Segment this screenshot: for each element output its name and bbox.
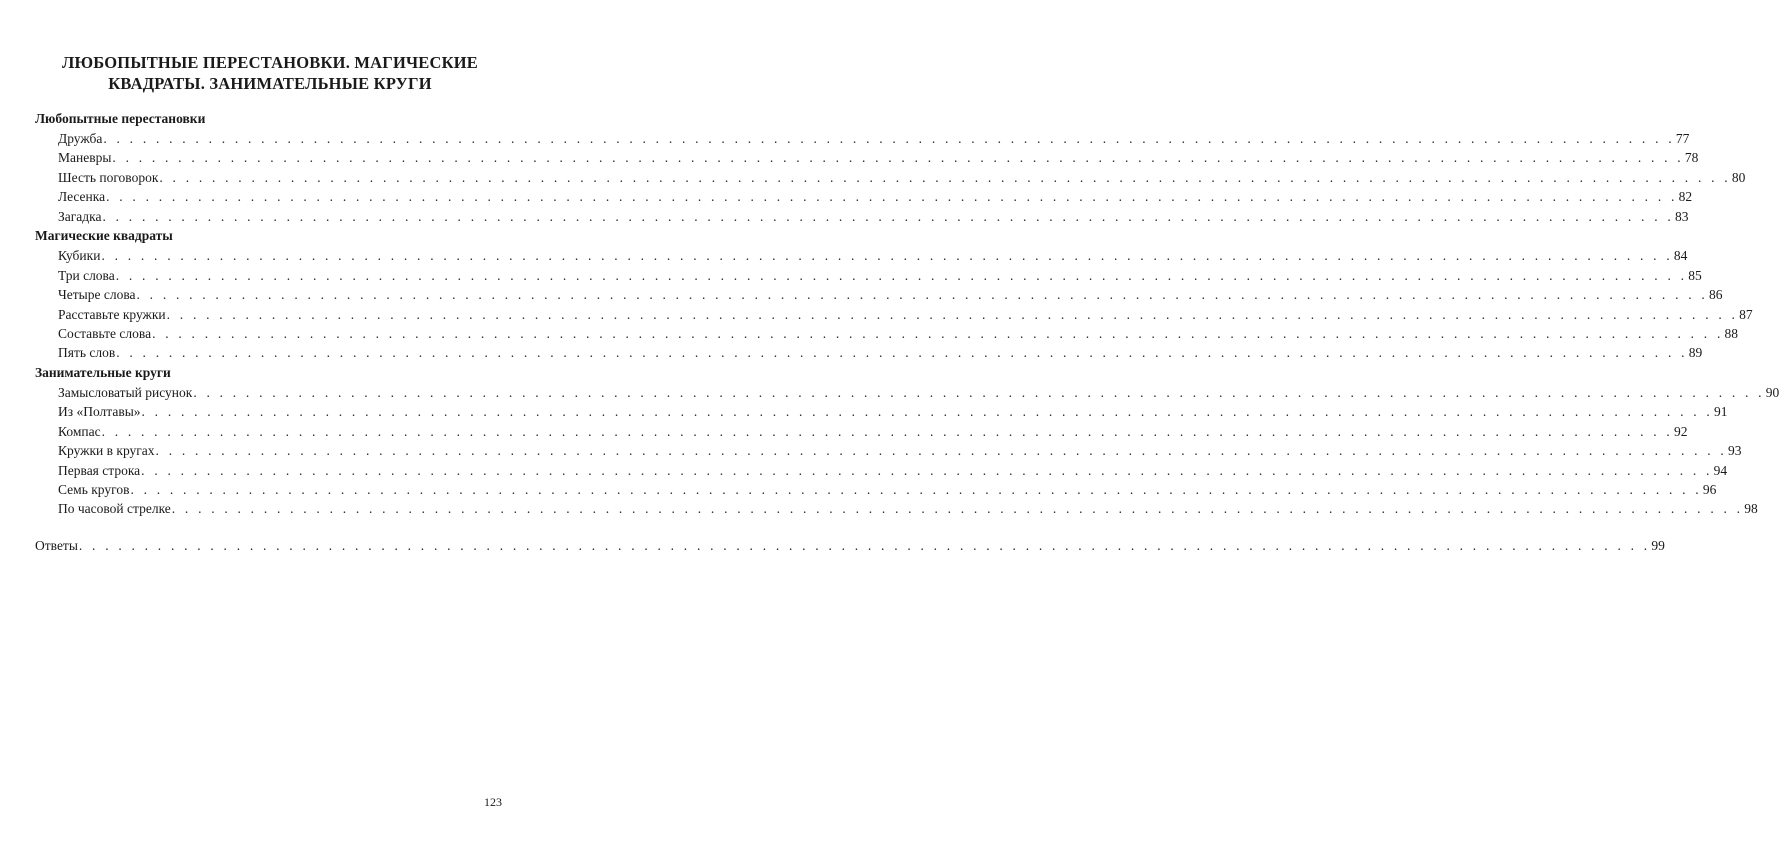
toc-entry[interactable] xyxy=(35,187,1693,206)
toc-entry[interactable] xyxy=(35,499,1758,518)
toc-entry[interactable] xyxy=(35,266,1702,285)
entry-page-number: 90 xyxy=(1765,384,1779,400)
entry-page-number: 80 xyxy=(1731,169,1746,185)
toc-entry[interactable] xyxy=(35,207,1689,226)
page-number: 123 xyxy=(484,795,502,809)
toc-entry[interactable] xyxy=(35,285,1723,304)
entry-page-number: 93 xyxy=(1727,443,1742,459)
dot-leader: . . . . . . . . . . . . . . . . . . . . . . . . . . . . . . . . . . . . . . . . . . . . . . . . . . . . . . . . . . . . . . . . . . . . . . . . . . . . . . . . . . . . . . . . . . . . . . . . . . . . . . . . . . . . . . . . . . . . . . . . xyxy=(101,423,1674,439)
entry-page-number: 78 xyxy=(1684,150,1699,166)
entry-title: Кружки в кругах xyxy=(58,443,155,459)
toc-section xyxy=(35,226,1753,363)
toc-entry[interactable] xyxy=(35,129,1690,148)
toc-entry[interactable] xyxy=(35,422,1688,441)
dot-leader: . . . . . . . . . . . . . . . . . . . . . . . . . . . . . . . . . . . . . . . . . . . . . . . . . . . . . . . . . . . . . . . . . . . . . . . . . . . . . . . . . . . . . . . . . . . . . . . . . . . . . . . . . . . . . . . . . . . . . . . . xyxy=(112,150,1684,166)
toc-entry[interactable] xyxy=(35,480,1717,499)
entry-title: Четыре слова xyxy=(58,287,136,303)
entry-title: Кубики xyxy=(58,248,101,264)
entry-page-number: 92 xyxy=(1674,423,1688,439)
entry-page-number: 86 xyxy=(1708,287,1723,303)
entry-page-number: 82 xyxy=(1678,189,1693,205)
toc-entry-answers[interactable] xyxy=(35,536,1665,555)
entry-page-number: 83 xyxy=(1674,208,1689,224)
entry-title: Пять слов xyxy=(58,345,116,361)
dot-leader: . . . . . . . . . . . . . . . . . . . . . . . . . . . . . . . . . . . . . . . . . . . . . . . . . . . . . . . . . . . . . . . . . . . . . . . . . . . . . . . . . . . . . . . . . . . . . . . . . . . . . . . . . . . . . . . . . . . . . . . . xyxy=(155,443,1727,459)
entry-page-number: 96 xyxy=(1702,482,1717,497)
toc-entry[interactable] xyxy=(35,168,1746,187)
toc-entry[interactable] xyxy=(35,441,1742,460)
entry-page-number: 89 xyxy=(1688,345,1703,361)
entry-title: Замысловатый рисунок xyxy=(58,384,193,400)
dot-leader: . . . . . . . . . . . . . . . . . . . . . . . . . . . . . . . . . . . . . . . . . . . . . . . . . . . . . . . . . . . . . . . . . . . . . . . . . . . . . . . . . . . . . . . . . . . . . . . . . . . . . . . . . . . . . . . . . . . . . . . . xyxy=(159,169,1731,185)
entry-title: Компас xyxy=(58,423,101,439)
toc-section xyxy=(35,363,1779,519)
dot-leader: . . . . . . . . . . . . . . . . . . . . . . . . . . . . . . . . . . . . . . . . . . . . . . . . . . . . . . . . . . . . . . . . . . . . . . . . . . . . . . . . . . . . . . . . . . . . . . . . . . . . . . . . . . . . . . . . . . . . . . . . xyxy=(116,345,1688,361)
entry-page-number: 99 xyxy=(1651,538,1665,553)
entry-title: Лесенка xyxy=(58,189,106,205)
dot-leader: . . . . . . . . . . . . . . . . . . . . . . . . . . . . . . . . . . . . . . . . . . . . . . . . . . . . . . . . . . . . . . . . . . . . . . . . . . . . . . . . . . . . . . . . . . . . . . . . . . . . . . . . . . . . . . . . . . . . . . . . xyxy=(193,384,1765,400)
toc-entry[interactable] xyxy=(35,324,1739,343)
section-heading: Любопытные перестановки xyxy=(35,111,206,126)
toc-section xyxy=(35,109,1746,226)
entry-page-number: 91 xyxy=(1713,404,1728,420)
entry-title: Шесть поговорок xyxy=(58,169,159,185)
dot-leader: . . . . . . . . . . . . . . . . . . . . . . . . . . . . . . . . . . . . . . . . . . . . . . . . . . . . . . . . . . . . . . . . . . . . . . . . . . . . . . . . . . . . . . . . . . . . . . . . . . . . . . . . . . . . . . . . . . . . . . . . xyxy=(152,325,1724,341)
entry-page-number: 94 xyxy=(1713,462,1728,478)
table-of-contents xyxy=(35,109,1779,519)
toc-entry[interactable] xyxy=(35,343,1703,362)
entry-page-number: 88 xyxy=(1724,325,1739,341)
entry-title: Из «Полтавы» xyxy=(58,404,141,420)
entry-page-number: 84 xyxy=(1673,248,1688,264)
entry-title: Загадка xyxy=(58,208,102,224)
entry-title: Составьте слова xyxy=(58,325,152,341)
toc-entry[interactable] xyxy=(35,402,1728,421)
toc-entry[interactable] xyxy=(35,461,1728,480)
entry-title: Маневры xyxy=(58,150,112,166)
section-heading: Занимательные круги xyxy=(35,364,171,380)
entry-page-number: 85 xyxy=(1688,267,1702,283)
entry-title: Дружба xyxy=(58,131,103,146)
dot-leader: . . . . . . . . . . . . . . . . . . . . . . . . . . . . . . . . . . . . . . . . . . . . . . . . . . . . . . . . . . . . . . . . . . . . . . . . . . . . . . . . . . . . . . . . . . . . . . . . . . . . . . . . . . . . . . . . . . . . . . . . xyxy=(136,287,1708,303)
entry-title: Семь кругов xyxy=(58,482,130,497)
entry-title: Расставьте кружки xyxy=(58,306,166,322)
dot-leader: . . . . . . . . . . . . . . . . . . . . . . . . . . . . . . . . . . . . . . . . . . . . . . . . . . . . . . . . . . . . . . . . . . . . . . . . . . . . . . . . . . . . . . . . . . . . . . . . . . . . . . . . . . . . . . . . . . . . . . . . xyxy=(102,208,1674,224)
toc-entry[interactable] xyxy=(35,246,1688,265)
chapter-title: ЛЮБОПЫТНЫЕ ПЕРЕСТАНОВКИ. МАГИЧЕСКИЕ КВАДРАТЫ. ЗАНИМАТЕЛЬНЫЕ КРУГИ xyxy=(61,53,479,93)
dot-leader: . . . . . . . . . . . . . . . . . . . . . . . . . . . . . . . . . . . . . . . . . . . . . . . . . . . . . . . . . . . . . . . . . . . . . . . . . . . . . . . . . . . . . . . . . . . . . . . . . . . . . . . . . . . . . . . . . . . . . . . . xyxy=(166,306,1739,322)
dot-leader: . . . . . . . . . . . . . . . . . . . . . . . . . . . . . . . . . . . . . . . . . . . . . . . . . . . . . . . . . . . . . . . . . . . . . . . . . . . . . . . . . . . . . . . . . . . . . . . . . . . . . . . . . . . . . . . . . . . . . . . . xyxy=(101,248,1673,264)
dot-leader: . . . . . . . . . . . . . . . . . . . . . . . . . . . . . . . . . . . . . . . . . . . . . . . . . . . . . . . . . . . . . . . . . . . . . . . . . . . . . . . . . . . . . . . . . . . . . . . . . . . . . . . . . . . . . . . . . . . . . . . . xyxy=(141,462,1713,478)
dot-leader: . . . . . . . . . . . . . . . . . . . . . . . . . . . . . . . . . . . . . . . . . . . . . . . . . . . . . . . . . . . . . . . . . . . . . . . . . . . . . . . . . . . . . . . . . . . . . . . . . . . . . . . . . . . . . . . . . . . . . . . . xyxy=(115,267,1688,283)
entry-page-number: 98 xyxy=(1744,501,1758,517)
entry-title: Первая строка xyxy=(58,462,141,478)
dot-leader: . . . . . . . . . . . . . . . . . . . . . . . . . . . . . . . . . . . . . . . . . . . . . . . . . . . . . . . . . . . . . . . . . . . . . . . . . . . . . . . . . . . . . . . . . . . . . . . . . . . . . . . . . . . . . . . . . . . . . . . . xyxy=(171,501,1744,517)
entry-title: Три слова xyxy=(58,267,115,283)
dot-leader: . . . . . . . . . . . . . . . . . . . . . . . . . . . . . . . . . . . . . . . . . . . . . . . . . . . . . . . . . . . . . . . . . . . . . . . . . . . . . . . . . . . . . . . . . . . . . . . . . . . . . . . . . . . . . . . . . . . . . . . . xyxy=(103,131,1675,146)
toc-entry[interactable] xyxy=(35,383,1779,402)
entry-page-number: 77 xyxy=(1675,131,1690,146)
dot-leader: . . . . . . . . . . . . . . . . . . . . . . . . . . . . . . . . . . . . . . . . . . . . . . . . . . . . . . . . . . . . . . . . . . . . . . . . . . . . . . . . . . . . . . . . . . . . . . . . . . . . . . . . . . . . . . . . . . . . . . . . xyxy=(141,404,1713,420)
toc-entry[interactable] xyxy=(35,148,1699,167)
dot-leader: . . . . . . . . . . . . . . . . . . . . . . . . . . . . . . . . . . . . . . . . . . . . . . . . . . . . . . . . . . . . . . . . . . . . . . . . . . . . . . . . . . . . . . . . . . . . . . . . . . . . . . . . . . . . . . . . . . . . . . . . xyxy=(106,189,1678,205)
toc-entry[interactable] xyxy=(35,305,1753,324)
entry-page-number: 87 xyxy=(1739,306,1753,322)
section-heading: Магические квадраты xyxy=(35,228,173,244)
entry-title: Ответы xyxy=(35,538,78,553)
dot-leader: . . . . . . . . . . . . . . . . . . . . . . . . . . . . . . . . . . . . . . . . . . . . . . . . . . . . . . . . . . . . . . . . . . . . . . . . . . . . . . . . . . . . . . . . . . . . . . . . . . . . . . . . . . . . . . . . . . . . . . . . xyxy=(130,482,1702,497)
dot-leader: . . . . . . . . . . . . . . . . . . . . . . . . . . . . . . . . . . . . . . . . . . . . . . . . . . . . . . . . . . . . . . . . . . . . . . . . . . . . . . . . . . . . . . . . . . . . . . . . . . . . . . . . . . . . . . . . . . . . . . . . xyxy=(78,538,1651,553)
entry-title: По часовой стрелке xyxy=(58,501,171,517)
